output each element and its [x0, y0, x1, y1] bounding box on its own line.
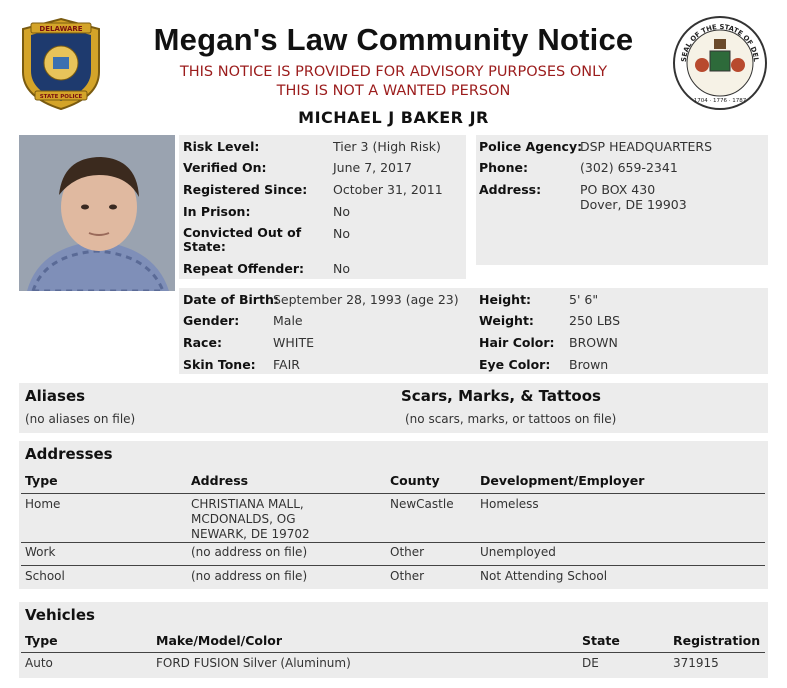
addresses-header-employer: Development/Employer	[480, 473, 645, 488]
risk-level-label: Risk Level:	[183, 139, 260, 154]
addresses-header-divider	[21, 493, 765, 494]
vehicle-type: Auto	[25, 656, 53, 670]
vehicle-state: DE	[582, 656, 599, 670]
vehicle-make: FORD FUSION Silver (Aluminum)	[156, 656, 351, 670]
advisory-notice: THIS NOTICE IS PROVIDED FOR ADVISORY PURPOSES ONLY	[179, 64, 608, 80]
agency-panel	[476, 135, 768, 265]
address-line2: MCDONALDS, OG	[191, 512, 296, 526]
address-employer: Not Attending School	[480, 569, 608, 583]
page-title: Megan's Law Community Notice	[153, 22, 634, 57]
addresses-header-address: Address	[191, 473, 249, 488]
aliases-text: (no aliases on file)	[25, 412, 136, 426]
address-type: School	[25, 569, 65, 583]
hair-color-value: BROWN	[569, 335, 618, 350]
phone-label: Phone:	[479, 160, 529, 175]
address-employer: Homeless	[480, 497, 539, 511]
gender-label: Gender:	[183, 313, 240, 328]
vehicle-registration: 371915	[673, 656, 719, 670]
repeat-offender-label: Repeat Offender:	[183, 261, 305, 276]
seal-years: 1704 · 1776 · 1787	[693, 98, 747, 104]
badge-text-top: DELAWARE	[39, 25, 83, 33]
weight-label: Weight:	[479, 313, 534, 328]
vehicles-title: Vehicles	[25, 606, 95, 624]
vehicles-header-make: Make/Model/Color	[156, 633, 282, 648]
eye-color-label: Eye Color:	[479, 357, 551, 372]
police-agency-value: DSP HEADQUARTERS	[580, 139, 713, 154]
verified-on-value: June 7, 2017	[333, 160, 412, 175]
dob-label: Date of Birth:	[183, 292, 279, 307]
convicted-out-of-state-label: Convicted Out of State:	[183, 225, 302, 254]
address-line1: CHRISTIANA MALL,	[191, 497, 304, 511]
offender-photo	[19, 135, 175, 291]
address-county: Other	[390, 545, 425, 559]
scars-text: (no scars, marks, or tattoos on file)	[405, 412, 617, 426]
address-line1: (no address on file)	[191, 545, 308, 559]
status-panel	[179, 135, 466, 279]
repeat-offender-value: No	[333, 261, 350, 276]
height-label: Height:	[479, 292, 532, 307]
vehicles-panel	[19, 602, 768, 678]
registered-since-label: Registered Since:	[183, 182, 308, 197]
addresses-title: Addresses	[25, 445, 113, 463]
police-agency-label: Police Agency:	[479, 139, 583, 154]
weight-value: 250 LBS	[569, 313, 621, 328]
hair-color-label: Hair Color:	[479, 335, 555, 350]
eye-color-value: Brown	[569, 357, 609, 372]
vehicles-header-registration: Registration	[673, 633, 761, 648]
agency-address-line1: PO BOX 430	[580, 182, 656, 197]
not-wanted-notice: THIS IS NOT A WANTED PERSON	[276, 83, 511, 99]
row-divider	[21, 542, 765, 543]
in-prison-value: No	[333, 204, 350, 219]
convicted-out-of-state-value: No	[333, 226, 350, 241]
verified-on-label: Verified On:	[183, 160, 267, 175]
agency-address-label: Address:	[479, 182, 542, 197]
badge-text-bottom: STATE POLICE	[39, 94, 83, 100]
phone-value: (302) 659-2341	[580, 160, 678, 175]
address-county: NewCastle	[390, 497, 454, 511]
risk-level-value: Tier 3 (High Risk)	[333, 139, 441, 154]
aliases-title: Aliases	[25, 387, 86, 405]
vehicles-header-type: Type	[25, 633, 58, 648]
seal-text: SEAL OF THE STATE OF DEL	[679, 22, 761, 63]
race-label: Race:	[183, 335, 222, 350]
address-type: Work	[25, 545, 56, 559]
registered-since-value: October 31, 2011	[333, 182, 443, 197]
physical-panel	[179, 288, 768, 374]
gender-value: Male	[273, 313, 303, 328]
addresses-header-county: County	[390, 473, 440, 488]
address-line3: NEWARK, DE 19702	[191, 527, 310, 541]
vehicles-header-divider	[21, 652, 765, 653]
in-prison-label: In Prison:	[183, 204, 251, 219]
skin-tone-value: FAIR	[273, 357, 300, 372]
state-seal	[672, 15, 768, 111]
height-value: 5' 6"	[569, 292, 599, 307]
scars-title: Scars, Marks, & Tattoos	[401, 387, 601, 405]
race-value: WHITE	[273, 335, 314, 350]
address-line1: (no address on file)	[191, 569, 308, 583]
skin-tone-label: Skin Tone:	[183, 357, 256, 372]
addresses-header-type: Type	[25, 473, 58, 488]
dob-value: September 28, 1993 (age 23)	[273, 292, 459, 307]
agency-address-line2: Dover, DE 19903	[580, 197, 687, 212]
vehicles-header-state: State	[582, 633, 620, 648]
addresses-panel	[19, 441, 768, 589]
address-county: Other	[390, 569, 425, 583]
address-type: Home	[25, 497, 61, 511]
offender-name: MICHAEL J BAKER JR	[298, 108, 489, 127]
aliases-scars-panel	[19, 383, 768, 433]
address-employer: Unemployed	[480, 545, 556, 559]
row-divider	[21, 565, 765, 566]
